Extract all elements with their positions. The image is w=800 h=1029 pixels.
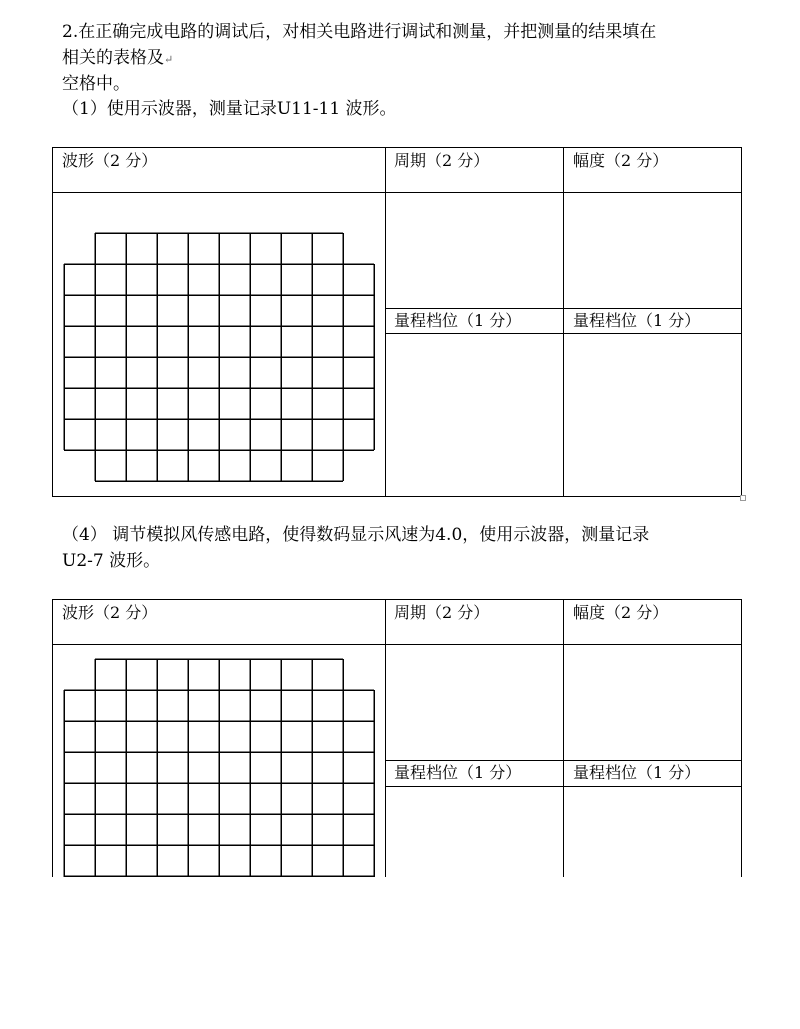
section4-prompt-line-2: U2-7 波形。 [62, 551, 161, 571]
table2-left-border [52, 599, 53, 877]
table2-amplitude-header: 幅度（2 分） [573, 603, 669, 622]
intro-line-3: 空格中。 [62, 74, 130, 94]
table1-period-header: 周期（2 分） [394, 151, 490, 170]
table1-amplitude-value-cell[interactable] [564, 193, 740, 307]
table2-period-value-cell[interactable] [386, 645, 562, 759]
section4-prompt-line-1: （4） 调节模拟风传感电路，使得数码显示风速为4.0，使用示波器，测量记录 [62, 525, 650, 545]
table1-left-border [52, 147, 53, 497]
table1-period-value-cell[interactable] [386, 193, 562, 307]
table2-top-border [52, 599, 742, 600]
oscilloscope-grid-1[interactable] [62, 232, 376, 482]
table1-range-right-value-cell[interactable] [564, 334, 740, 495]
table2-range-left-label: 量程档位（1 分） [394, 763, 522, 782]
intro-line-1: 2.在正确完成电路的调试后，对相关电路进行调试和测量，并把测量的结果填在 [62, 22, 657, 42]
section1-prompt: （1）使用示波器，测量记录U11-11 波形。 [62, 99, 397, 119]
table1-waveform-header: 波形（2 分） [62, 151, 158, 170]
table1-top-border [52, 147, 742, 148]
table1-range-right-label: 量程档位（1 分） [573, 311, 701, 330]
oscilloscope-grid-2[interactable] [62, 658, 376, 877]
table1-range-left-label: 量程档位（1 分） [394, 311, 522, 330]
table1-bottom-border [52, 496, 742, 497]
table2-right-border [741, 599, 742, 877]
table2-amplitude-value-cell[interactable] [564, 645, 740, 759]
table-resize-handle[interactable] [740, 495, 746, 501]
table2-range-left-value-cell[interactable] [386, 787, 562, 877]
intro-line-2-text: 相关的表格及 [62, 48, 164, 68]
table2-range-right-label: 量程档位（1 分） [573, 763, 701, 782]
return-mark-icon: ↵ [164, 53, 174, 66]
table1-range-left-value-cell[interactable] [386, 334, 562, 495]
table2-waveform-header: 波形（2 分） [62, 603, 158, 622]
table1-right-border [741, 147, 742, 497]
table2-period-header: 周期（2 分） [394, 603, 490, 622]
table2-range-right-value-cell[interactable] [564, 787, 740, 877]
table1-amplitude-header: 幅度（2 分） [573, 151, 669, 170]
intro-line-2 [62, 46, 173, 72]
